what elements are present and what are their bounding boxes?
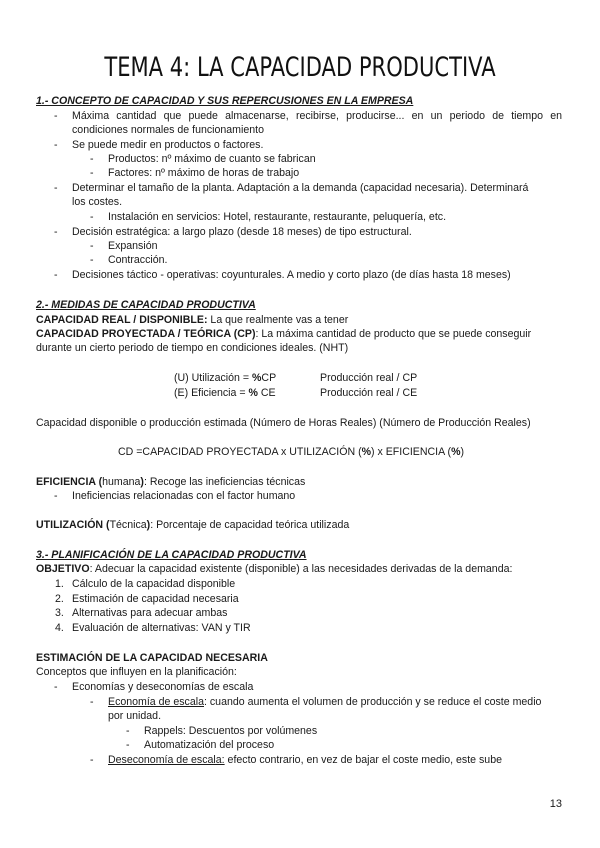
bullet-dash: - bbox=[90, 153, 94, 165]
s1-bullet-2-sub-2: Factores: nº máximo de horas de trabajo bbox=[108, 167, 300, 179]
list-number: 1. bbox=[55, 578, 64, 590]
bullet-dash: - bbox=[54, 681, 58, 693]
conceptos-bullet-1: Economías y deseconomías de escala bbox=[72, 681, 254, 693]
bullet-dash: - bbox=[90, 754, 94, 766]
eficiencia-formula-right: Producción real / CE bbox=[320, 387, 418, 399]
objetivo-item-4: Evaluación de alternativas: VAN y TIR bbox=[72, 622, 251, 634]
deseconomia-escala-line bbox=[108, 754, 502, 767]
cd-formula-e: ) bbox=[460, 446, 465, 458]
utilizacion-formula-right: Producción real / CP bbox=[320, 372, 418, 384]
bullet-dash: - bbox=[90, 211, 94, 223]
economia-escala-sub-2: Automatización del proceso bbox=[144, 739, 275, 751]
eficiencia-formula-c: CE bbox=[257, 387, 276, 399]
bullet-dash: - bbox=[54, 490, 58, 502]
s1-bullet-3b: los costes. bbox=[72, 196, 123, 208]
utilizacion-label: UTILIZACIÓN ( bbox=[36, 519, 110, 531]
percent-sign: % bbox=[451, 446, 461, 458]
s1-bullet-3-sub-1: Instalación en servicios: Hotel, restaurante, restaurante, peluquería, etc. bbox=[108, 211, 447, 223]
economia-escala-text: : cuando aumenta el volumen de producción y se reduce el coste medio bbox=[204, 696, 542, 708]
percent-sign: % bbox=[248, 387, 258, 399]
s1-bullet-2: Se puede medir en productos o factores. bbox=[72, 139, 264, 151]
bullet-dash: - bbox=[54, 269, 58, 281]
deseconomia-escala-label: Deseconomía de escala: bbox=[108, 754, 225, 766]
bullet-dash: - bbox=[90, 167, 94, 179]
eficiencia-formula-a: (E) Eficiencia = bbox=[174, 387, 249, 399]
bullet-dash: - bbox=[90, 254, 94, 266]
eficiencia-label: EFICIENCIA ( bbox=[36, 476, 103, 488]
eficiencia-line bbox=[36, 476, 305, 489]
capacidad-proyectada-label: CAPACIDAD PROYECTADA / TEÓRICA (CP) bbox=[36, 328, 256, 340]
conceptos-line: Conceptos que influyen en la planificación: bbox=[36, 666, 237, 678]
capacidad-proyectada-line-2: durante un cierto periodo de tiempo en condiciones ideales. (NHT) bbox=[36, 342, 349, 354]
utilizacion-label-close: ) bbox=[146, 519, 151, 531]
eficiencia-bullet-1: Ineficiencias relacionadas con el factor humano bbox=[72, 490, 296, 502]
capacidad-proyectada-text: : La máxima cantidad de producto que se puede conseguir bbox=[255, 328, 532, 340]
s1-bullet-3a: Determinar el tamaño de la planta. Adaptación a la demanda (capacidad necesaria). Determinará bbox=[72, 182, 529, 194]
page-number: 13 bbox=[549, 798, 562, 810]
economia-escala-line-2: por unidad. bbox=[108, 710, 162, 722]
list-number: 3. bbox=[55, 607, 64, 619]
cd-formula bbox=[118, 446, 464, 459]
utilizacion-text: : Porcentaje de capacidad teórica utilizada bbox=[150, 519, 350, 531]
objetivo-text: : Adecuar la capacidad existente (disponible) a las necesidades derivadas de la demanda: bbox=[89, 563, 513, 575]
page-title: TEMA 4: LA CAPACIDAD PRODUCTIVA bbox=[104, 52, 496, 83]
cd-formula-c: ) x EFICIENCIA ( bbox=[371, 446, 452, 458]
s1-bullet-5: Decisiones táctico - operativas: coyunturales. A medio y corto plazo (de días hasta 18 meses) bbox=[72, 269, 511, 281]
section-1-heading: 1.- CONCEPTO DE CAPACIDAD Y SUS REPERCUSIONES EN LA EMPRESA bbox=[36, 95, 414, 107]
objetivo-item-3: Alternativas para adecuar ambas bbox=[72, 607, 228, 619]
objetivo-line bbox=[36, 563, 512, 576]
utilizacion-paren: Técnica bbox=[109, 519, 147, 531]
utilizacion-formula-a: (U) Utilización = bbox=[174, 372, 252, 384]
capacidad-proyectada-line bbox=[36, 328, 531, 341]
s1-bullet-4-sub-2: Contracción. bbox=[108, 254, 168, 266]
s1-bullet-2-sub-1: Productos: nº máximo de cuanto se fabrican bbox=[108, 153, 316, 165]
cd-formula-a: CD =CAPACIDAD PROYECTADA x UTILIZACIÓN ( bbox=[118, 446, 362, 458]
list-number: 2. bbox=[55, 593, 64, 605]
percent-sign: % bbox=[361, 446, 372, 458]
utilizacion-line bbox=[36, 519, 349, 532]
utilizacion-formula bbox=[174, 372, 276, 385]
eficiencia-paren: humana bbox=[102, 476, 141, 488]
section-2-heading: 2.- MEDIDAS DE CAPACIDAD PRODUCTIVA bbox=[36, 299, 256, 311]
s1-bullet-4: Decisión estratégica: a largo plazo (desde 18 meses) de tipo estructural. bbox=[72, 226, 412, 238]
utilizacion-formula-c: CP bbox=[261, 372, 277, 384]
objetivo-label: OBJETIVO bbox=[36, 563, 90, 575]
s1-bullet-4-sub-1: Expansión bbox=[108, 240, 158, 252]
bullet-dash: - bbox=[54, 139, 58, 151]
capacidad-real-text: La que realmente vas a tener bbox=[207, 314, 349, 326]
section-3-heading: 3.- PLANIFICACIÓN DE LA CAPACIDAD PRODUCTIVA bbox=[36, 549, 307, 561]
eficiencia-label-close: ) bbox=[140, 476, 144, 488]
economia-escala-line bbox=[108, 696, 541, 709]
list-number: 4. bbox=[55, 622, 64, 634]
bullet-dash: - bbox=[90, 240, 94, 252]
objetivo-item-2: Estimación de capacidad necesaria bbox=[72, 593, 239, 605]
bullet-dash: - bbox=[90, 696, 94, 708]
capacidad-real-line bbox=[36, 314, 348, 327]
eficiencia-text: : Recoge las ineficiencias técnicas bbox=[143, 476, 306, 488]
s1-bullet-1a: Máxima cantidad que puede almacenarse, recibirse, producirse... en un periodo de tiempo en bbox=[72, 110, 562, 122]
bullet-dash: - bbox=[126, 725, 130, 737]
economia-escala-sub-1: Rappels: Descuentos por volúmenes bbox=[144, 725, 318, 737]
bullet-dash: - bbox=[54, 226, 58, 238]
bullet-dash: - bbox=[126, 739, 130, 751]
capacidad-real-label: CAPACIDAD REAL / DISPONIBLE: bbox=[36, 314, 208, 326]
economia-escala-label: Economía de escala bbox=[108, 696, 204, 708]
deseconomia-escala-text: efecto contrario, en vez de bajar el coste medio, este sube bbox=[224, 754, 502, 766]
bullet-dash: - bbox=[54, 110, 58, 122]
percent-sign: % bbox=[252, 372, 262, 384]
estimacion-heading: ESTIMACIÓN DE LA CAPACIDAD NECESARIA bbox=[36, 652, 268, 664]
eficiencia-formula bbox=[174, 387, 276, 400]
objetivo-item-1: Cálculo de la capacidad disponible bbox=[72, 578, 236, 590]
s1-bullet-1b: condiciones normales de funcionamiento bbox=[72, 124, 264, 136]
capacidad-disponible-text: Capacidad disponible o producción estimada (Número de Horas Reales) (Número de Producción Reales) bbox=[36, 417, 531, 429]
bullet-dash: - bbox=[54, 182, 58, 194]
